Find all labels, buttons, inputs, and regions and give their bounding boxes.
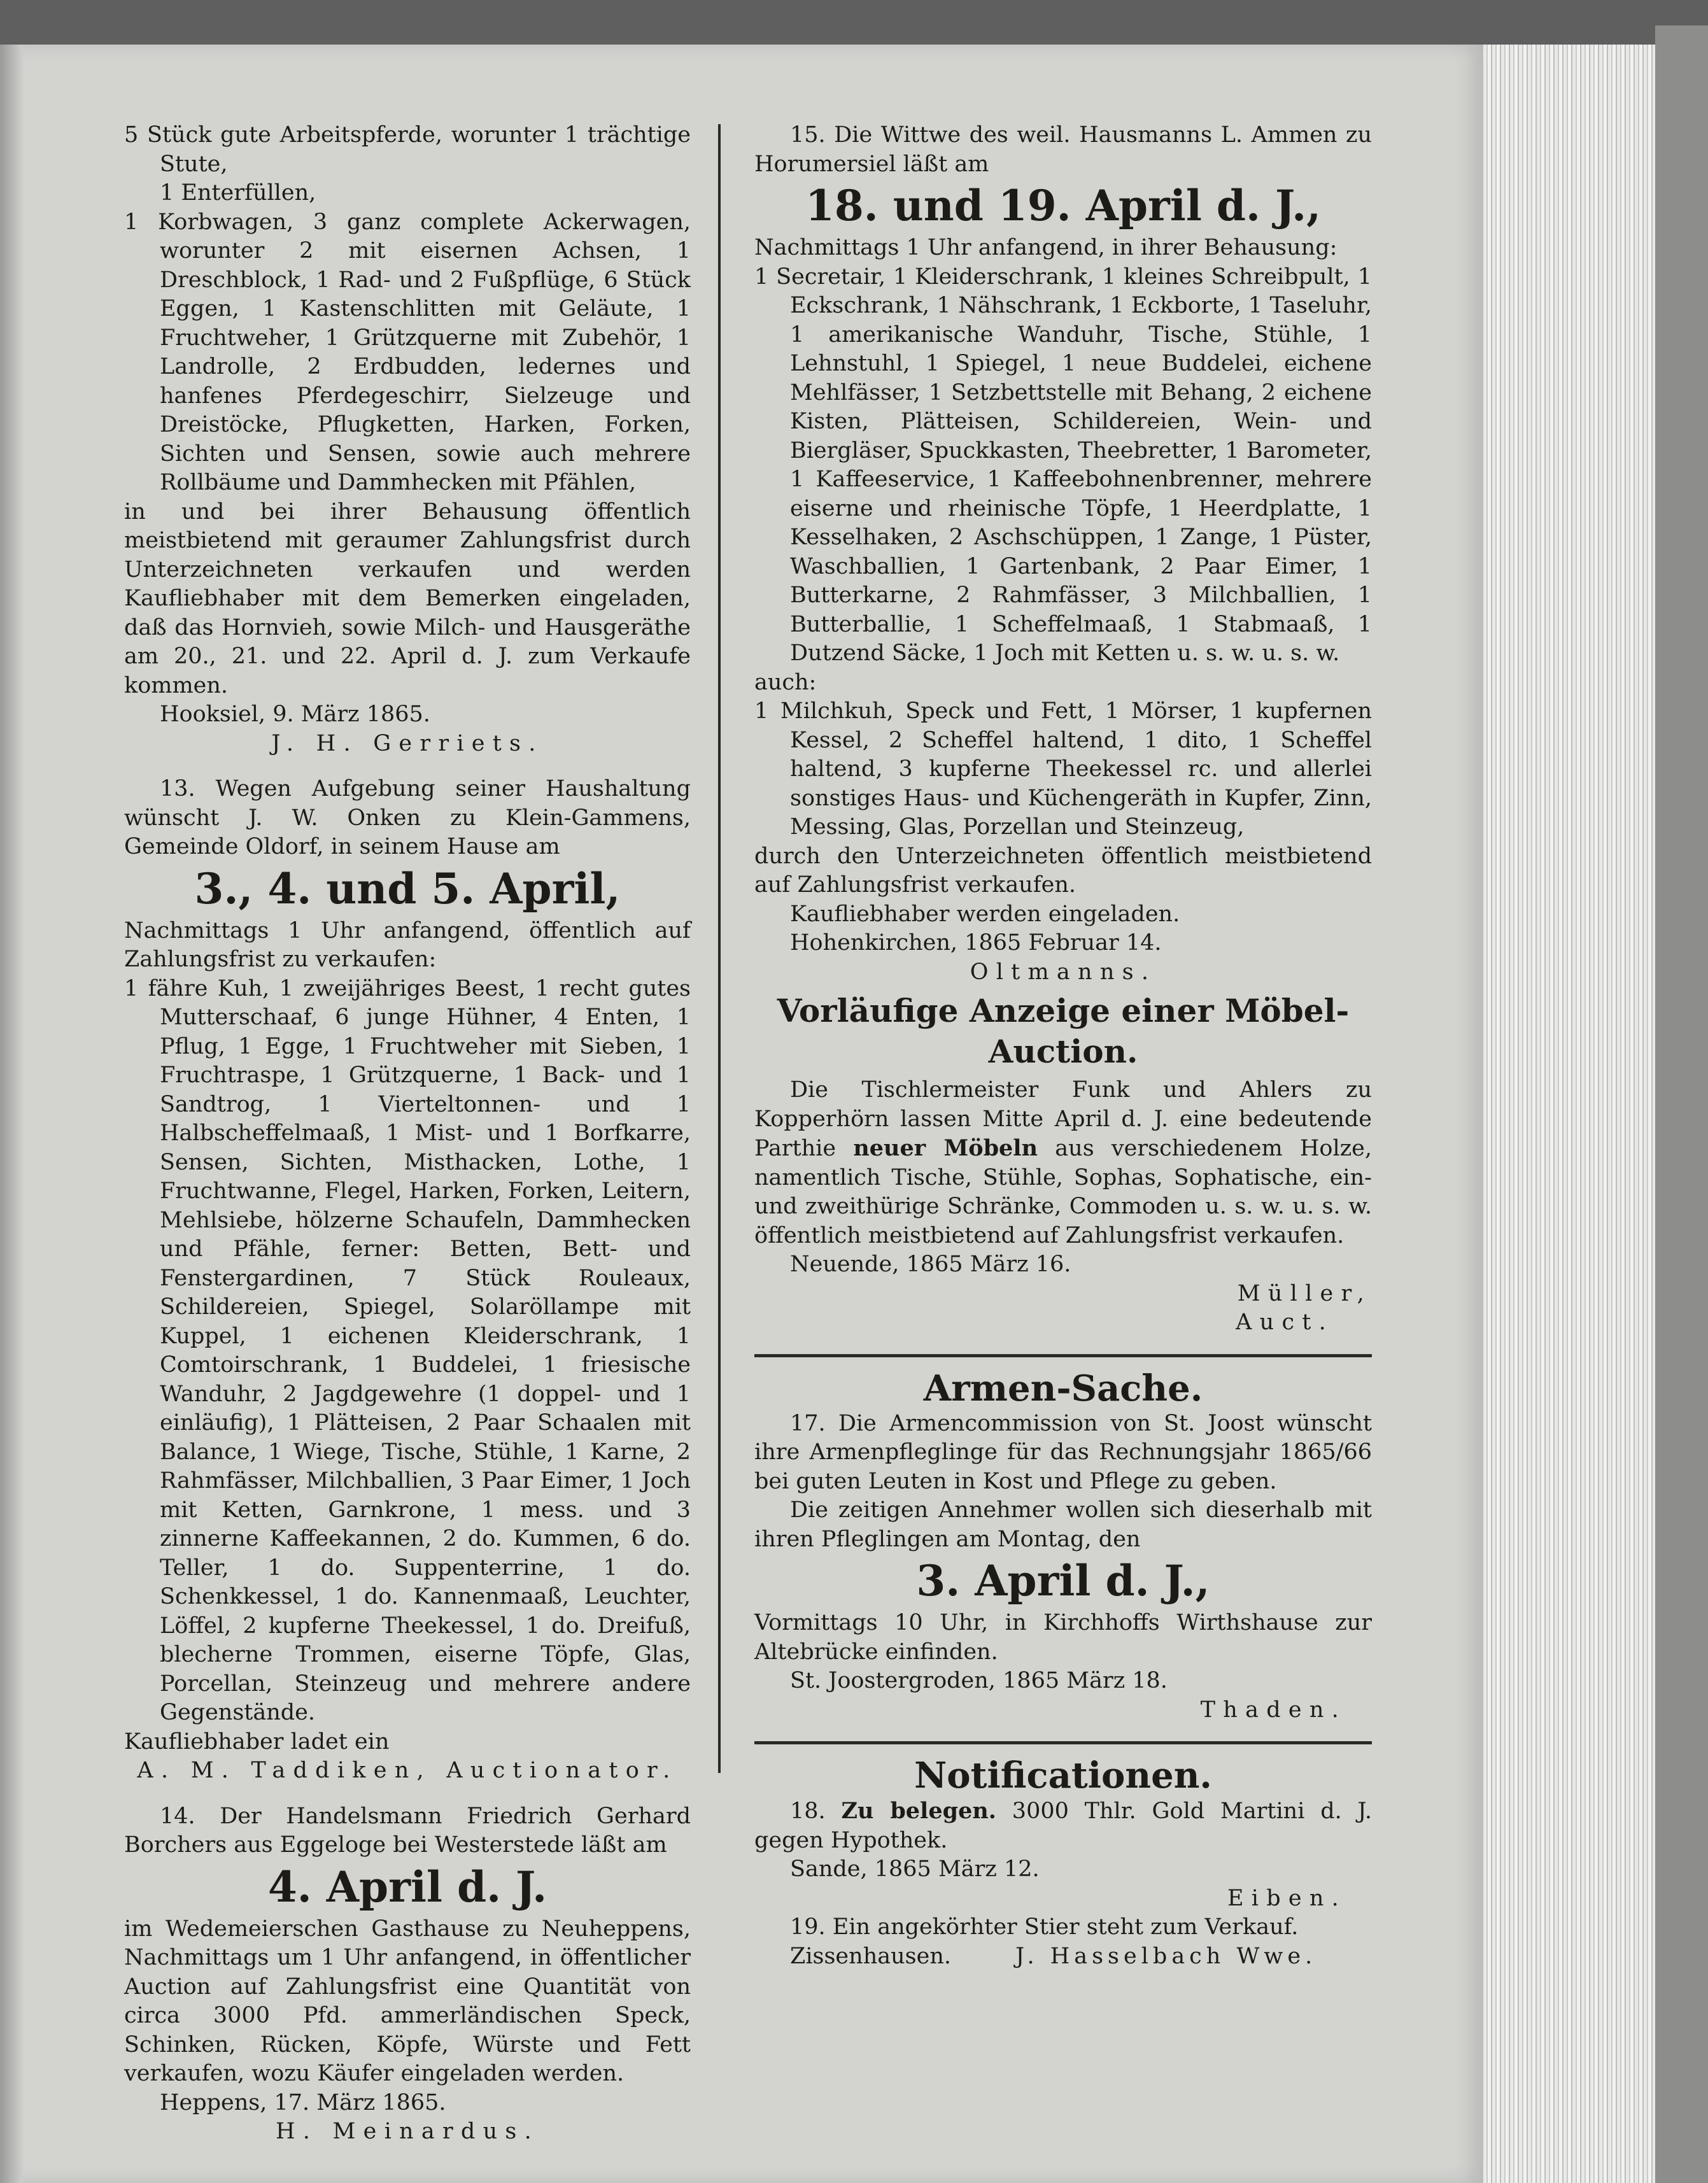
notice-intro: 15. Die Wittwe des weil. Hausmanns L. Ammen zu Horumersiel läßt am (754, 122, 1372, 177)
section-armen-sache (754, 1367, 1372, 1725)
signature: Müller, (1237, 1280, 1372, 1306)
right-column (754, 121, 1372, 1971)
signature: H. Meinardus. (276, 2119, 539, 2144)
section-heading: Armen-Sache. (923, 1367, 1203, 1409)
item-list: 1 Milchkuh, Speck und Fett, 1 Mörser, 1 kupfernen Kessel, 2 Scheffel haltend, 1 dito, 1 Scheffel haltend, 3 kupferne Theekessel rc. und allerlei sonstiges Haus- und Küchengeräth in Kupfer, Zinn, Messing, Glas, Porzellan und Steinzeug, (754, 698, 1372, 840)
bold-phrase: Zu belegen. (841, 1798, 996, 1824)
item-line: 1 Korbwagen, 3 ganz complete Ackerwagen, worunter 2 mit eisernen Achsen, 1 Dreschblock, 1 Rad- und 2 Fußpflüge, 6 Stück Eggen, 1 Kastenschlitten mit Geläute, 1 Fruchtweher, 1 Grützquerne mit Zubehör, 1 Landrolle, 2 Erdbudden, ledernes und hanfenes Pferdegeschirr, Sielzeuge und Dreistöcke, Pflugketten, Harken, Forken, Sichten und Sensen, sowie auch mehrere Rollbäume und Dammhecken mit Pfählen, (124, 209, 691, 495)
signature: Oltmanns. (970, 959, 1157, 985)
notice-12-continued (124, 121, 691, 758)
notice-intro: 14. Der Handelsmann Friedrich Gerhard Borchers aus Eggeloge bei Westerstede läßt am (124, 1803, 691, 1858)
notice-intro: 13. Wegen Aufgebung seiner Haushaltung wünscht J. W. Onken zu Klein-Gammens, Gemeinde Oldorf, in seinem Hause am (124, 776, 691, 859)
signature: Thaden. (1200, 1697, 1346, 1723)
book-page-edges (1483, 45, 1655, 2183)
notice-text: Nachmittags 1 Uhr anfangend, öffentlich auf Zahlungsfrist zu verkaufen: (124, 917, 691, 972)
place-signature-line (754, 1942, 1372, 1972)
item-list: 1 fähre Kuh, 1 zweijähriges Beest, 1 recht gutes Mutterschaaf, 6 junge Hühner, 4 Enten, 1 Pflug, 1 Egge, 1 Fruchtweher mit Sieben, 1 Fruchtraspe, 1 Grützquerne, 1 Back- und 1 Sandtrog, 1 Vierteltonnen- und 1 Halbscheffelmaaß, 1 Mist- und 1 Borfkarre, Sensen, Sichten, Misthacken, Lothe, 1 Fruchtwanne, Flegel, Harken, Forken, Leitern, Mehlsiebe, hölzerne Schaufeln, Dammhecken und Pfähle, ferner: Betten, Bett- und Fenstergardinen, 7 Stück Rouleaux, Schildereien, Spiegel, Solaröllampe mit Kuppel, 1 eichenen Kleiderschrank, 1 Comtoirschrank, 1 Buddelei, 1 friesische Wanduhr, 2 Jagdgewehre (1 doppel- und 1 einläufig), 1 Plätteisen, 2 Paar Schaalen mit Balance, 1 Wiege, Tische, Stühle, 1 Karne, 2 Rahmfässer, Milchballien, 3 Paar Eimer, 1 Joch mit Ketten, Garnkrone, 1 mess. und 3 zinnerne Kaffeekannen, 2 do. Kummen, 6 do. Teller, 1 do. Suppenterrine, 1 do. Schenkkessel, 1 do. Kannenmaaß, Leuchter, Löffel, 2 kupferne Theekessel, 1 do. Dreifuß, blecherne Trommen, eiserne Töpfe, Glas, Porcellan, Steinzeug und mehrere andere Gegenstände. (124, 975, 691, 1725)
place-date: St. Joostergroden, 1865 März 18. (790, 1668, 1168, 1693)
auction-date: 18. und 19. April d. J., (805, 181, 1322, 230)
place: Zissenhausen. (790, 1943, 951, 1969)
notice-14 (124, 1802, 691, 2147)
notice-text: Die Tischlermeister Funk und Ahlers zu Kopperhörn lassen Mitte April d. J. eine bedeutende Parthie neuer Möbeln aus verschiedenem Holze, namentlich Tische, Stühle, Sophas, Sophatische, ein- und zweithürige Schränke, Commoden u. s. w. u. s. w. öffentlich meistbietend auf Zahlungsfrist verkaufen. (754, 1077, 1372, 1248)
item-line: 5 Stück gute Arbeitspferde, worunter 1 trächtige Stute, (124, 122, 691, 177)
notice-heading: Auction. (988, 1033, 1138, 1070)
invitation: Kaufliebhaber ladet ein (124, 1728, 390, 1755)
signature: Eiben. (1227, 1885, 1346, 1911)
notice-text: 19. Ein angekörhter Stier steht zum Verkauf. (790, 1914, 1299, 1940)
place-date: Hooksiel, 9. März 1865. (160, 702, 430, 727)
section-heading: Notificationen. (914, 1755, 1212, 1797)
left-column (124, 121, 691, 2147)
notice-13 (124, 775, 691, 1786)
notice-text: auch: (754, 669, 817, 695)
place-date: Hohenkirchen, 1865 Februar 14. (790, 930, 1162, 956)
notice-text: Die zeitigen Annehmer wollen sich dieserhalb mit ihren Pfleglingen am Montag, den (754, 1497, 1372, 1552)
notice-text: im Wedemeierschen Gasthause zu Neuheppens, Nachmittags um 1 Uhr anfangend, in öffentlicher Auction auf Zahlungsfrist eine Quantität von circa 3000 Pfd. ammerländischen Speck, Schinken, Rücken, Köpfe, Würste und Fett verkaufen, wozu Käufer eingeladen werden. (124, 1916, 691, 2086)
signature: J. H. Gerriets. (271, 730, 544, 756)
auction-date: 3., 4. und 5. April, (194, 863, 621, 914)
section-notificationen (754, 1755, 1372, 1971)
notice-16 (754, 991, 1372, 1338)
notice-text: 18. Zu belegen. 3000 Thlr. Gold Martini d. J. gegen Hypothek. (754, 1798, 1372, 1853)
item-line: 1 Enterfüllen, (160, 180, 316, 206)
column-divider (718, 124, 721, 1773)
notice-text: Vormittags 10 Uhr, in Kirchhoffs Wirthshause zur Altebrücke einfinden. (754, 1610, 1372, 1665)
meeting-date: 3. April d. J., (916, 1556, 1210, 1606)
book-cover-edge (1655, 25, 1708, 2183)
place-date: Heppens, 17. März 1865. (160, 2089, 446, 2116)
section-rule (754, 1741, 1372, 1744)
place-date: Neuende, 1865 März 16. (790, 1252, 1071, 1277)
signature: J. Hasselbach Wwe. (1015, 1943, 1317, 1969)
notice-text: durch den Unterzeichneten öffentlich meistbietend auf Zahlungsfrist verkaufen. (754, 843, 1372, 898)
notice-text: 17. Die Armencommission von St. Joost wünscht ihre Armenpfleglinge für das Rechnungsjahr 1865/66 bei guten Leuten in Kost und Pflege zu geben. (754, 1410, 1372, 1494)
previous-page-edge (0, 45, 23, 2183)
notice-heading: Vorläufige Anzeige einer Möbel- (777, 992, 1350, 1029)
notice-text: Nachmittags 1 Uhr anfangend, in ihrer Behausung: (754, 235, 1337, 260)
notice-15 (754, 121, 1372, 987)
notice-text: in und bei ihrer Behausung öffentlich meistbietend mit geraumer Zahlungsfrist durch Unterzeichneten verkaufen und werden Kaufliebhaber mit dem Bemerken eingeladen, daß das Hornvieh, sowie Milch- und Hausgeräthe am 20., 21. und 22. April d. J. zum Verkaufe kommen. (124, 498, 691, 698)
place-date: Sande, 1865 März 12. (790, 1856, 1040, 1882)
item-list: 1 Secretair, 1 Kleiderschrank, 1 kleines Schreibpult, 1 Eckschrank, 1 Nähschrank, 1 Eckborte, 1 Taseluhr, 1 amerikanische Wanduhr, Tische, Stühle, 1 Lehnstuhl, 1 Spiegel, 1 neue Buddelei, eichene Mehlfässer, 1 Setzbettstelle mit Behang, 2 eichene Kisten, Plätteisen, Schildereien, Wein- und Biergläser, Spuckkasten, Theebretter, 1 Barometer, 1 Kaffeeservice, 1 Kaffeebohnenbrenner, mehrere eiserne und rheinische Töpfe, 1 Heerdplatte, 1 Kesselhaken, 2 Aschschüppen, 1 Zange, 1 Püster, Waschballien, 1 Gartenbank, 2 Paar Eimer, 1 Butterkarne, 2 Rahmfässer, 3 Milchballien, 1 Butterballie, 1 Scheffelmaaß, 1 Stabmaaß, 1 Dutzend Säcke, 1 Joch mit Ketten u. s. w. u. s. w. (754, 264, 1372, 666)
auction-date: 4. April d. J. (267, 1862, 547, 1912)
invitation: Kaufliebhaber werden eingeladen. (790, 901, 1180, 927)
bold-phrase: neuer Möbeln (853, 1135, 1038, 1161)
signature-title: Auct. (1236, 1310, 1334, 1335)
signature: A. M. Taddiken, Auctionator. (137, 1758, 678, 1783)
section-rule (754, 1354, 1372, 1357)
